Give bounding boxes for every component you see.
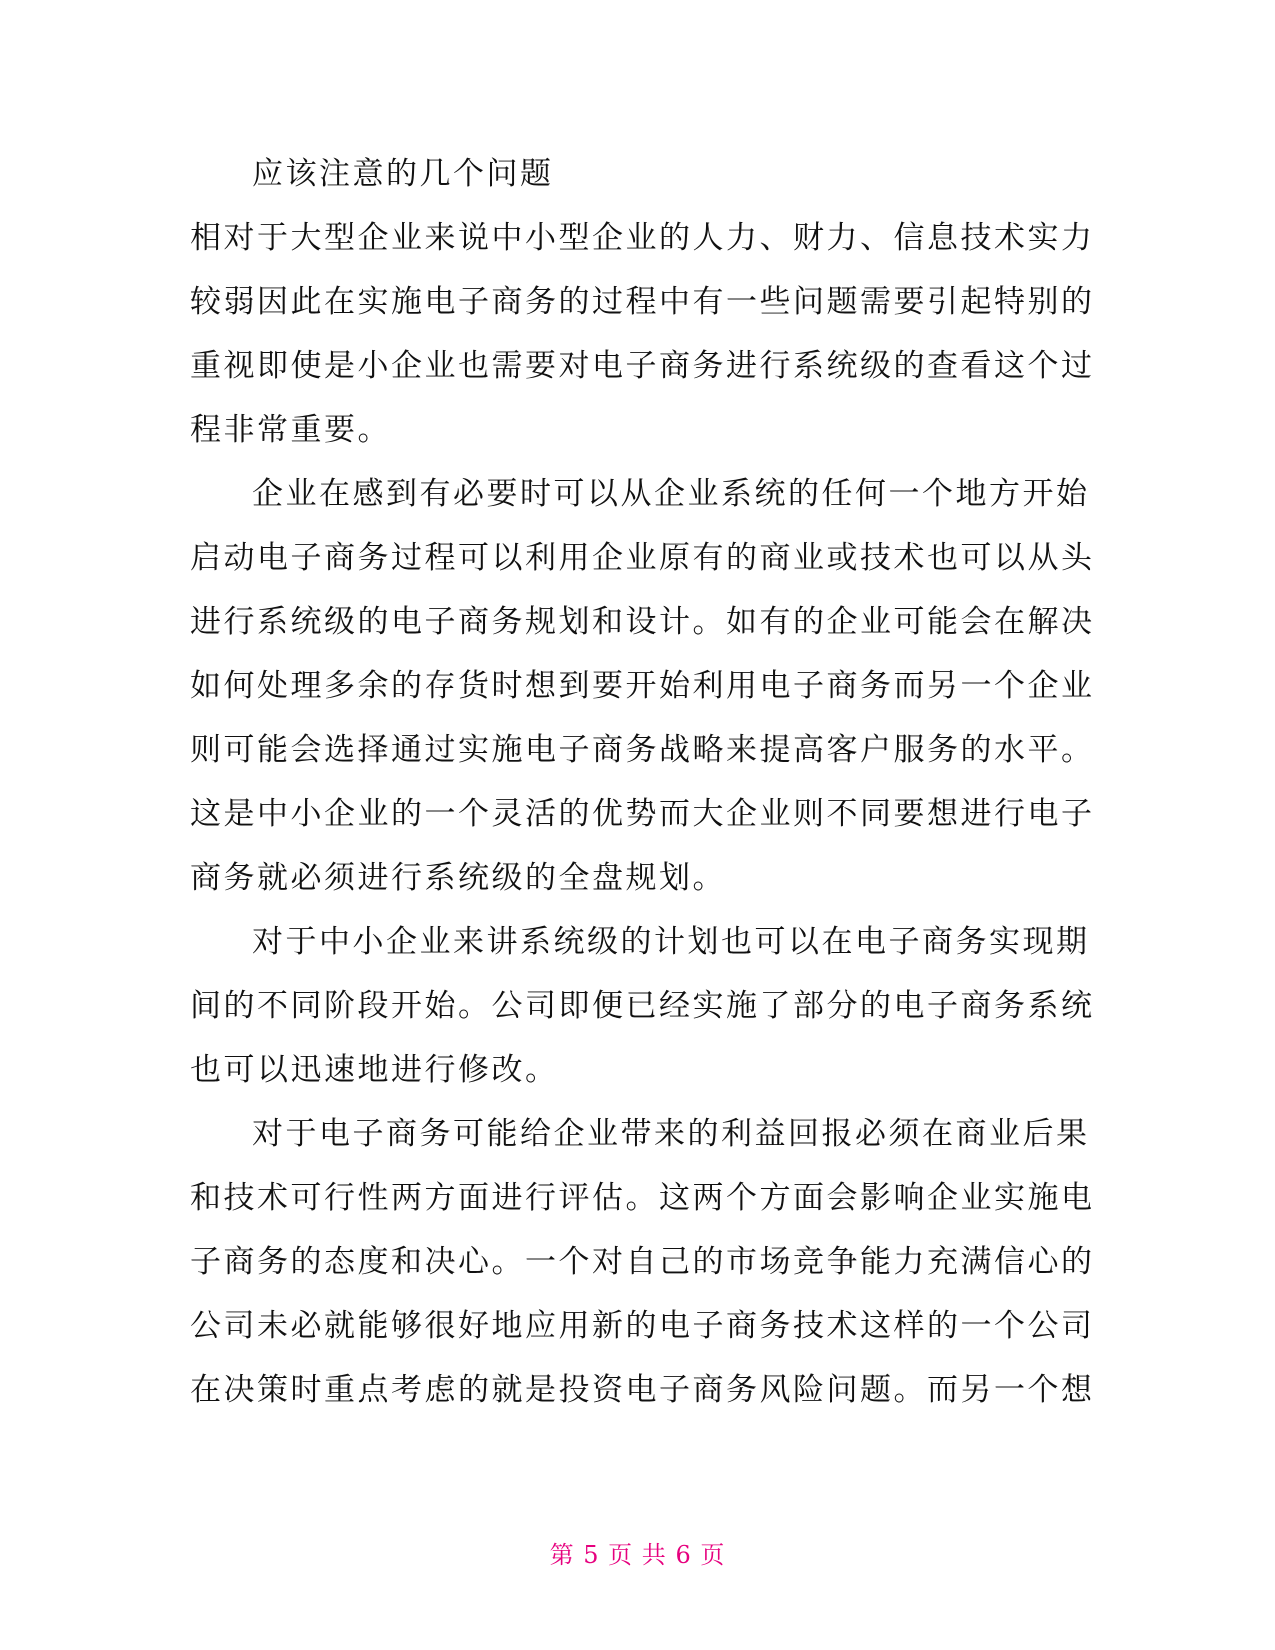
paragraph-4-line-4: 公司未必就能够很好地应用新的电子商务技术这样的一个公司 <box>190 1308 1095 1344</box>
paragraph-1-line-4: 程非常重要。 <box>190 412 391 448</box>
paragraph-2-line-4: 如何处理多余的存货时想到要开始利用电子商务而另一个企业 <box>190 668 1095 704</box>
paragraph-2 <box>190 462 1095 910</box>
paragraph-1-line-3: 重视即使是小企业也需要对电子商务进行系统级的查看这个过 <box>190 348 1095 384</box>
paragraph-4-line-1: 对于电子商务可能给企业带来的利益回报必须在商业后果 <box>252 1116 1090 1152</box>
paragraph-4-line-2: 和技术可行性两方面进行评估。这两个方面会影响企业实施电 <box>190 1180 1095 1216</box>
paragraph-1 <box>190 206 1095 462</box>
paragraph-4 <box>190 1102 1095 1422</box>
paragraph-3-line-2: 间的不同阶段开始。公司即便已经实施了部分的电子商务系统 <box>190 988 1095 1024</box>
paragraph-1-line-1: 相对于大型企业来说中小型企业的人力、财力、信息技术实力 <box>190 220 1095 256</box>
paragraph-4-line-5: 在决策时重点考虑的就是投资电子商务风险问题。而另一个想 <box>190 1372 1095 1408</box>
paragraph-3 <box>190 910 1095 1102</box>
paragraph-2-line-3: 进行系统级的电子商务规划和设计。如有的企业可能会在解决 <box>190 604 1095 640</box>
section-heading: 应该注意的几个问题 <box>252 156 554 192</box>
page-number-footer: 第 5 页 共 6 页 <box>549 1541 726 1569</box>
paragraph-1-line-2: 较弱因此在实施电子商务的过程中有一些问题需要引起特别的 <box>190 284 1095 320</box>
document-body <box>190 142 1095 1422</box>
paragraph-4-line-3: 子商务的态度和决心。一个对自己的市场竞争能力充满信心的 <box>190 1244 1095 1280</box>
paragraph-2-line-7: 商务就必须进行系统级的全盘规划。 <box>190 860 726 896</box>
paragraph-3-line-3: 也可以迅速地进行修改。 <box>190 1052 559 1088</box>
paragraph-3-line-1: 对于中小企业来讲系统级的计划也可以在电子商务实现期 <box>252 924 1090 960</box>
paragraph-2-line-5: 则可能会选择通过实施电子商务战略来提高客户服务的水平。 <box>190 732 1095 768</box>
paragraph-2-line-2: 启动电子商务过程可以利用企业原有的商业或技术也可以从头 <box>190 540 1095 576</box>
paragraph-2-line-1: 企业在感到有必要时可以从企业系统的任何一个地方开始 <box>252 476 1090 512</box>
paragraph-2-line-6: 这是中小企业的一个灵活的优势而大企业则不同要想进行电子 <box>190 796 1095 832</box>
